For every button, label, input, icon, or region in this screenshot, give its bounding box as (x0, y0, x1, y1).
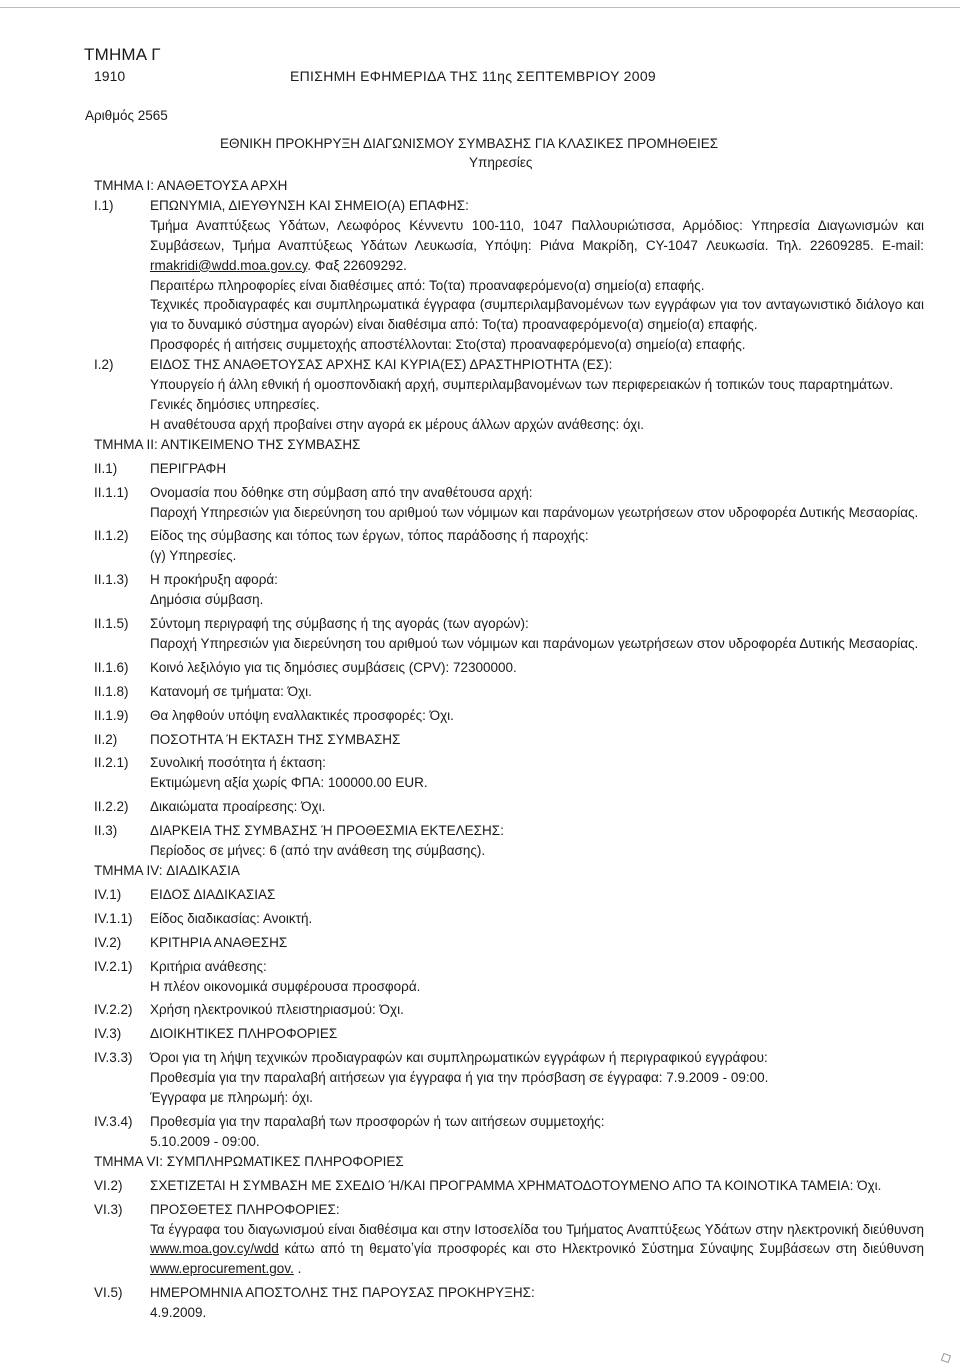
notice-subtitle: Υπηρεσίες (469, 155, 533, 170)
entry-line: Υπουργείο ή άλλη εθνική ή ομοσπονδιακή αρχή, συμπεριλαμβανομένων των περιφερειακών ή τοπικών τους παραρτημάτων. (150, 377, 894, 393)
contact-address: Τμήμα Αναπτύξεως Υδάτων, Λεωφόρος Κέννεντυ 100-110, 1047 Παλλουριώτισσα, Αρμόδιος: Υπηρεσία Διαγωνισμών και Συμβάσεων, Τμήμα Αναπτύξεως Υδάτων Λευκωσία, Υπόψη: Ριάνα Μακρίδη, CY-1047 Λευκωσία. Τηλ. 22609285. (150, 217, 924, 253)
entry-line: Εκτιμώμενη αξία χωρίς ΦΠΑ: 100000.00 EUR. (150, 775, 428, 791)
section-entry (94, 797, 924, 817)
section-entry (94, 1112, 924, 1152)
entry-number: ΙΙ.1.6) (94, 659, 129, 675)
entry-number: IV.1) (94, 886, 122, 902)
entry-title: ΠΟΣΟΤΗΤΑ Ή ΕΚΤΑΣΗ ΤΗΣ ΣΥΜΒΑΣΗΣ (150, 731, 401, 747)
dispatch-date: 4.9.2009. (150, 1305, 207, 1321)
entry-number: IV.2) (94, 934, 122, 950)
entry-content (150, 658, 924, 678)
contact-block (150, 216, 924, 276)
section-entry (94, 885, 924, 905)
entry-title: Προθεσμία για την παραλαβή των προσφορών ή των αιτήσεων συμμετοχής: (150, 1113, 605, 1129)
entry-title: Είδος διαδικασίας: Ανοικτή. (150, 910, 313, 926)
entry-title: Σύντομη περιγραφή της σύμβασης ή της αγοράς (των αγορών): (150, 616, 529, 632)
entry-line: Προθεσμία για την παραλαβή αιτήσεων για έγγραφα ή για την πρόσβαση σε έγγραφα: 7.9.2009 - 09:00. (150, 1070, 769, 1086)
entry-content (150, 459, 924, 479)
entry-title: ΔΙΟΙΚΗΤΙΚΕΣ ΠΛΗΡΟΦΟΡΙΕΣ (150, 1026, 338, 1042)
section-entry (94, 933, 924, 953)
section-entry (94, 570, 924, 610)
entry-line: Δημόσια σύμβαση. (150, 592, 264, 608)
entry-number: ΙΙ.1) (94, 460, 118, 476)
entry-line: Γενικές δημόσιες υπηρεσίες. (150, 396, 320, 412)
notice-body (94, 176, 924, 1323)
section-tag: ΤΜΗΜΑ Γ (84, 45, 161, 64)
entry-content (150, 753, 924, 793)
notice-title: ΕΘΝΙΚΗ ΠΡΟΚΗΡΥΞΗ ΔΙΑΓΩΝΙΣΜΟΥ ΣΥΜΒΑΣΗΣ ΓΙΑ ΚΛΑΣΙΚΕΣ ΠΡΟΜΗΘΕΙΕΣ (220, 136, 719, 151)
entry-title: ΗΜΕΡΟΜΗΝΙΑ ΑΠΟΣΤΟΛΗΣ ΤΗΣ ΠΑΡΟΥΣΑΣ ΠΡΟΚΗΡΥΞΗΣ: (150, 1285, 535, 1301)
entry-content (150, 1024, 924, 1044)
entry-title: ΕΙΔΟΣ ΔΙΑΔΙΚΑΣΙΑΣ (150, 886, 276, 902)
section-entry (94, 483, 924, 523)
fax-number: . Φαξ 22609292. (307, 257, 407, 273)
wdd-website-link[interactable]: www.moa.gov.cy/wdd (150, 1241, 279, 1257)
entry-vi5 (94, 1283, 924, 1323)
entry-content (150, 682, 924, 702)
entry-title: Συνολική ποσότητα ή έκταση: (150, 755, 326, 771)
entry-content (150, 957, 924, 997)
entry-number: IV.3.4) (94, 1113, 133, 1129)
entry-content (150, 196, 924, 355)
section-entry (94, 658, 924, 678)
entry-content (150, 933, 924, 953)
entry-number: ΙΙ.1.8) (94, 683, 129, 699)
entry-number: ΙΙ.1.2) (94, 528, 129, 544)
entry-number: IV.3.3) (94, 1050, 133, 1066)
entry-number: VI.5) (94, 1285, 123, 1301)
email-label: E-mail: (881, 237, 924, 253)
section-entry (94, 706, 924, 726)
entry-number: IV.2.1) (94, 958, 133, 974)
entry-content (150, 570, 924, 610)
gazette-title: ΕΠΙΣΗΜΗ ΕΦΗΜΕΡΙΔΑ ΤΗΣ 11ης ΣΕΠΤΕΜΒΡΙΟΥ 2009 (290, 68, 657, 84)
entry-content (150, 1200, 924, 1280)
entry-number: ΙΙ.2) (94, 731, 118, 747)
notice-number: Αριθμός 2565 (85, 108, 168, 123)
entry-vi2 (94, 1176, 924, 1196)
entry-number: VI.3) (94, 1201, 123, 1217)
entry-title: Κοινό λεξιλόγιο για τις δημόσιες συμβάσεις (CPV): 72300000. (150, 659, 517, 675)
entry-content (150, 1000, 924, 1020)
entry-number: ΙΙ.2.1) (94, 755, 129, 771)
entry-content (150, 1283, 924, 1323)
section-entry (94, 682, 924, 702)
entry-line: Περίοδος σε μήνες: 6 (από την ανάθεση της σύμβασης). (150, 843, 486, 859)
entry-title: Η προκήρυξη αφορά: (150, 572, 278, 588)
entry-number: IV.3) (94, 1026, 122, 1042)
eprocurement-link[interactable]: www.eprocurement.gov. (150, 1261, 294, 1277)
entry-content (150, 526, 924, 566)
entry-title: Όροι για τη λήψη τεχνικών προδιαγραφών και συμπληρωματικών εγγράφων ή περιγραφικού εγγράφου: (150, 1050, 768, 1066)
entry-number: ΙΙ.1.3) (94, 572, 129, 588)
entry-content (150, 730, 924, 750)
entry-content (150, 821, 924, 861)
entry-title: ΕΠΩΝΥΜΙΑ, ΔΙΕΥΘΥΝΣΗ ΚΑΙ ΣΗΜΕΙΟ(Α) ΕΠΑΦΗΣ: (150, 197, 469, 213)
entry-line: 5.10.2009 - 09:00. (150, 1133, 260, 1149)
entry-i1 (94, 196, 924, 355)
entry-number: ΙΙ.1.5) (94, 616, 129, 632)
entry-content (150, 1048, 924, 1108)
entry-number: ΙΙ.1.1) (94, 484, 129, 500)
entry-line: Παροχή Υπηρεσιών για διερεύνηση του αριθμού των νόμιμων και παράνομων γεωτρήσεων στον υδροφορέα Δυτικής Μεσαορίας. (150, 504, 919, 520)
section-entry (94, 459, 924, 479)
entry-title: Κατανομή σε τμήματα: Όχι. (150, 683, 312, 699)
entry-number: IV.2.2) (94, 1002, 133, 1018)
entry-content (150, 614, 924, 654)
text-span: . (293, 1261, 302, 1277)
entry-line: (γ) Υπηρεσίες. (150, 548, 237, 564)
offers-text: Προσφορές ή αιτήσεις συμμετοχής αποστέλλονται: Στο(στα) προαναφερόμενο(α) σημείο(α) επαφής. (150, 337, 746, 353)
entry-number: Ι.1) (94, 197, 114, 213)
entry-content (150, 483, 924, 523)
entry-title: Ονομασία που δόθηκε στη σύμβαση από την αναθέτουσα αρχή: (150, 484, 533, 500)
part-2-heading: ΤΜΗΜΑ ΙΙ: ΑΝΤΙΚΕΙΜΕΝΟ ΤΗΣ ΣΥΜΒΑΣΗΣ (94, 436, 361, 452)
entry-number: ΙΙ.2.2) (94, 799, 129, 815)
email-link[interactable]: rmakridi@wdd.moa.gov.cy (150, 257, 308, 273)
scan-artifact (941, 1353, 951, 1363)
entry-number: VI.2) (94, 1177, 123, 1193)
entry-content (150, 355, 924, 435)
entry-title: ΔΙΑΡΚΕΙΑ ΤΗΣ ΣΥΜΒΑΣΗΣ Ή ΠΡΟΘΕΣΜΙΑ ΕΚΤΕΛΕΣΗΣ: (150, 823, 504, 839)
entry-title: ΠΡΟΣΘΕΤΕΣ ΠΛΗΡΟΦΟΡΙΕΣ: (150, 1201, 340, 1217)
entry-content (150, 909, 924, 929)
entry-content: ΣΧΕΤΙΖΕΤΑΙ Η ΣΥΜΒΑΣΗ ΜΕ ΣΧΕΔΙΟ Ή/ΚΑΙ ΠΡΟΓΡΑΜΜΑ ΧΡΗΜΑΤΟΔΟΤΟΥΜΕΝΟ ΑΠΟ ΤΑ ΚΟΙΝΟΤΙΚΑ ΤΑΜΕΙΑ: Όχι. (150, 1177, 882, 1193)
entry-title: ΠΕΡΙΓΡΑΦΗ (150, 460, 227, 476)
entry-title: Κριτήρια ανάθεσης: (150, 958, 267, 974)
entry-line: Η αναθέτουσα αρχή προβαίνει στην αγορά εκ μέρους άλλων αρχών ανάθεσης: όχι. (150, 416, 644, 432)
section-entry (94, 730, 924, 750)
section-entry (94, 957, 924, 997)
section-entry (94, 821, 924, 861)
part-4-entries (94, 885, 924, 1152)
part-4-heading: ΤΜΗΜΑ IV: ΔΙΑΔΙΚΑΣΙΑ (94, 863, 240, 878)
entry-title: Είδος της σύμβασης και τόπος των έργων, τόπος παράδοσης ή παροχής: (150, 528, 589, 544)
section-entry (94, 1000, 924, 1020)
additional-info-text (150, 1220, 924, 1280)
entry-line: Έγγραφα με πληρωμή: όχι. (150, 1090, 313, 1106)
entry-i2 (94, 355, 924, 435)
section-entry (94, 753, 924, 793)
part-1-heading: ΤΜΗΜΑ Ι: ΑΝΑΘΕΤΟΥΣΑ ΑΡΧΗ (94, 178, 288, 193)
more-info-text: Περαιτέρω πληροφορίες είναι διαθέσιμες από: Το(τα) προαναφερόμενο(α) σημείο(α) επαφής. (150, 277, 705, 293)
section-entry (94, 526, 924, 566)
entry-content (150, 706, 924, 726)
section-entry (94, 614, 924, 654)
section-entry (94, 1048, 924, 1108)
specs-text: Τεχνικές προδιαγραφές και συμπληρωματικά έγγραφα (συμπεριλαμβανομένων των εγγράφων για τον ανταγωνιστικό διάλογο και για το δυναμικό σύστημα αγορών) είναι διαθέσιμα από: Το(τα) προαναφερόμενο(α) σημείο(α) επαφής. (150, 297, 924, 333)
entry-content (150, 885, 924, 905)
section-entry (94, 909, 924, 929)
entry-number: Ι.2) (94, 357, 114, 373)
part-2-entries (94, 459, 924, 861)
entry-line: Παροχή Υπηρεσιών για διερεύνηση του αριθμού των νόμιμων και παράνομων γεωτρήσεων στον υδροφορέα Δυτικής Μεσαορίας. (150, 635, 919, 651)
entry-number: ΙΙ.1.9) (94, 707, 129, 723)
entry-number: IV.1.1) (94, 910, 133, 926)
section-entry (94, 1024, 924, 1044)
entry-title: ΚΡΙΤΗΡΙΑ ΑΝΑΘΕΣΗΣ (150, 934, 288, 950)
entry-title: ΕΙΔΟΣ ΤΗΣ ΑΝΑΘΕΤΟΥΣΑΣ ΑΡΧΗΣ ΚΑΙ ΚΥΡΙΑ(ΕΣ) ΔΡΑΣΤΗΡΙΟΤΗΤΑ (ΕΣ): (150, 357, 613, 373)
text-span: Τα έγγραφα του διαγωνισμού είναι διαθέσιμα και στην Ιστοσελίδα του Τμήματος Αναπτύξεως Υδάτων στην ηλεκτρονική διεύθυνση (150, 1221, 924, 1237)
text-span: κάτω από τη θεματοʼγία προσφορές και στο Ηλεκτρονικό Σύστημα Σύναψης Συμβάσεων στη διεύθυνση (278, 1241, 924, 1257)
entry-vi3 (94, 1200, 924, 1280)
page-number: 1910 (94, 68, 126, 84)
entry-title: Δικαιώματα προαίρεσης: Όχι. (150, 799, 326, 815)
entry-title: Χρήση ηλεκτρονικού πλειστηριασμού: Όχι. (150, 1002, 404, 1018)
entry-title: Θα ληφθούν υπόψη εναλλακτικές προσφορές: Όχι. (150, 707, 454, 723)
entry-content (150, 797, 924, 817)
entry-number: ΙΙ.3) (94, 823, 118, 839)
part-6-heading: ΤΜΗΜΑ VI: ΣΥΜΠΛΗΡΩΜΑΤΙΚΕΣ ΠΛΗΡΟΦΟΡΙΕΣ (94, 1153, 404, 1169)
entry-line: Η πλέον οικονομικά συμφέρουσα προσφορά. (150, 978, 421, 994)
entry-content (150, 1112, 924, 1152)
top-rule (0, 7, 960, 8)
